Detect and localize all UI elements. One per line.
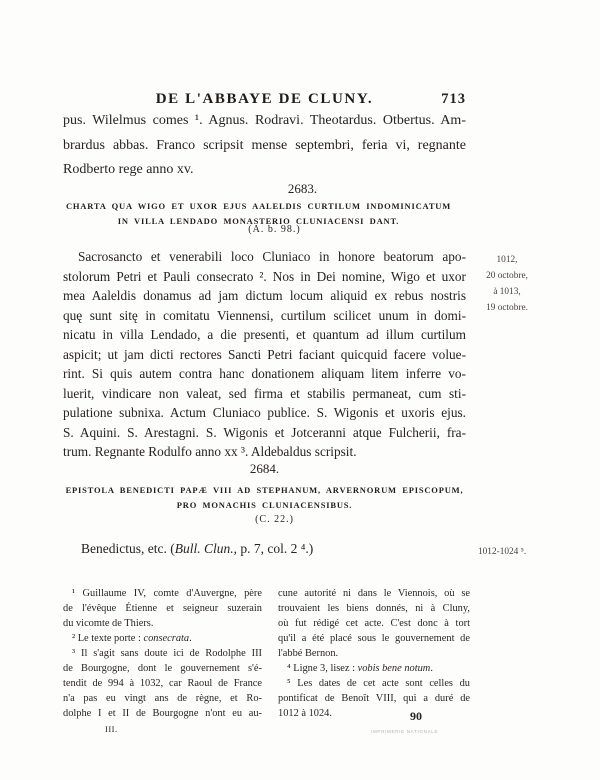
margin-note-line: 19 octobre. [486, 303, 528, 313]
footnote-line: ³ Il s'agit sans doute ici de Rodolphe III [72, 648, 262, 659]
text-line: Sacrosancto et venerabili loco Cluniaco in honore beatorum apo- [78, 249, 466, 264]
text-segment: . [189, 633, 192, 644]
text-segment: , p. 7, col. 2 ⁴.) [233, 541, 314, 556]
text-segment: . [430, 663, 433, 674]
charter-2684-body [63, 541, 466, 557]
text-line: pus. Wilelmus comes ¹. Agnus. Rodravi. Theotardus. Otbertus. Am- [63, 113, 466, 128]
footnote-line: 1012 à 1024. [278, 708, 332, 719]
italic-term: consecrata [143, 633, 190, 644]
margin-date-note-2683 [479, 252, 535, 316]
footnote-line: dolphe I et II de Bourgogne n'ont eu au- [63, 708, 262, 719]
charter-2684-source-ref: (C. 22.) [255, 514, 294, 525]
text-line: Rodberto rege anno xv. [63, 162, 194, 177]
italic-term: vobis bene notum [357, 663, 431, 674]
page-number: 713 [441, 91, 466, 107]
footnote-line: pontificat de Benoît VIII, qui a duré de [278, 693, 470, 704]
footnote-line: du vicomte de Thiers. [63, 618, 154, 629]
signature-mark: III. [105, 723, 118, 734]
text-line: nicatu in villa Lendado, a die presenti, et quantum ad illum curtilum [63, 327, 466, 343]
title-line: PRO MONACHIS CLUNIACENSIBUS. [176, 499, 353, 510]
charter-2683-number: 2683. [287, 181, 318, 196]
charter-2684-title [63, 483, 466, 512]
footnote-column-right [278, 586, 470, 737]
margin-date-note-2684: 1012-1024 ⁵. [478, 547, 527, 557]
footnote-line: de l'évêque Étienne et seigneur suzerain [63, 603, 262, 614]
margin-note-line: 1012, [496, 255, 518, 265]
italic-citation: Bull. Clun. [174, 541, 234, 556]
margin-note-line: à 1013, [493, 287, 521, 297]
footnote-line [278, 661, 470, 676]
charter-2683-body [63, 247, 466, 462]
title-line: CHARTA QUA WIGO ET UXOR EJUS AALELDIS CURTILUM INDOMINICATUM [65, 201, 452, 211]
footnote-line: tendit de 994 à 1032, car Raoul de France [63, 678, 262, 689]
footnote-line: qu'il a été placé sous le gouvernement de [278, 633, 470, 644]
running-title: DE L'ABBAYE DE CLUNY. [155, 91, 374, 107]
footnote-line: n'a pas eu vingt ans de règne, et Ro- [63, 693, 262, 704]
text-line: trum. Regnante Rodulfo anno xx ³. Aldebaldus scripsit. [63, 444, 357, 460]
charter-2683-source-ref: (A. b. 98.) [248, 224, 301, 235]
footnote-line: l'abbé Bernon. [278, 648, 339, 659]
text-line: aspicit; ut jam dicti rectores Sancti Petri faciant quicquid facere volue- [63, 346, 466, 362]
footnote-line [63, 631, 262, 646]
text-line: luerit, vindicare non valeat, sed firma et stabilis permaneat, cum sti- [63, 385, 466, 401]
title-line: EPISTOLA BENEDICTI PAPÆ VIII AD STEPHANUM, ARVERNORUM EPISCOPUM, [65, 485, 464, 495]
text-line: stolorum Petri et Pauli consecrato ². Nos in Dei nomine, Wigo et uxor [63, 268, 466, 284]
text-segment: ² Le texte porte : [72, 633, 144, 644]
footnotes [63, 586, 470, 737]
printer-stamp: IMPRIMERIE NATIONALE [371, 729, 439, 734]
intro-paragraph [63, 109, 466, 183]
text-line: pulatione subnixa. Actum Cluniaco publice. S. Wigonis et uxoris ejus. [63, 405, 466, 421]
footnote-line: où fut rédigé cet acte. C'est donc à tort [278, 618, 470, 629]
footnote-column-left [63, 586, 262, 737]
text-line: mea Aaleldis donamus ad jam dictum locum aliquid ex rebus nostris [63, 288, 466, 304]
text-line: quę sunt sitę in comitatu Viennensi, curtilum scilicet unum in domi- [63, 307, 466, 323]
page-header [63, 91, 466, 108]
text-line: S. Aquini. S. Arestagni. S. Wigonis et Jotceranni atque Fulcherii, fra- [63, 424, 466, 440]
margin-note-line: 20 octobre, [486, 271, 528, 281]
charter-2684-number: 2684. [249, 461, 280, 476]
footnote-line: trouvaient les biens donnés, ni à Cluny, [278, 603, 470, 614]
footnote-line: ¹ Guillaume IV, comte d'Auvergne, père [72, 588, 262, 599]
text-segment: ⁴ Ligne 3, lisez : [287, 663, 358, 674]
text-segment: Benedictus, etc. ( [81, 541, 175, 556]
footnote-line: cune autorité ni dans le Viennois, où se [278, 588, 470, 599]
gathering-number: 90 [410, 709, 422, 723]
text-line: brardus abbas. Franco scripsit mense septembri, feria vi, regnante [63, 137, 466, 153]
footnote-line: de Bourgogne, dont le gouvernement s'é- [63, 663, 262, 674]
footnote-line: ⁵ Les dates de cet acte sont celles du [287, 678, 470, 689]
title-line: IN VILLA LENDADO MONASTERIO CLUNIACENSI DANT. [117, 215, 400, 226]
text-line: rint. Si quis autem contra hanc donationem aliquam litem inferre vo- [63, 366, 466, 382]
